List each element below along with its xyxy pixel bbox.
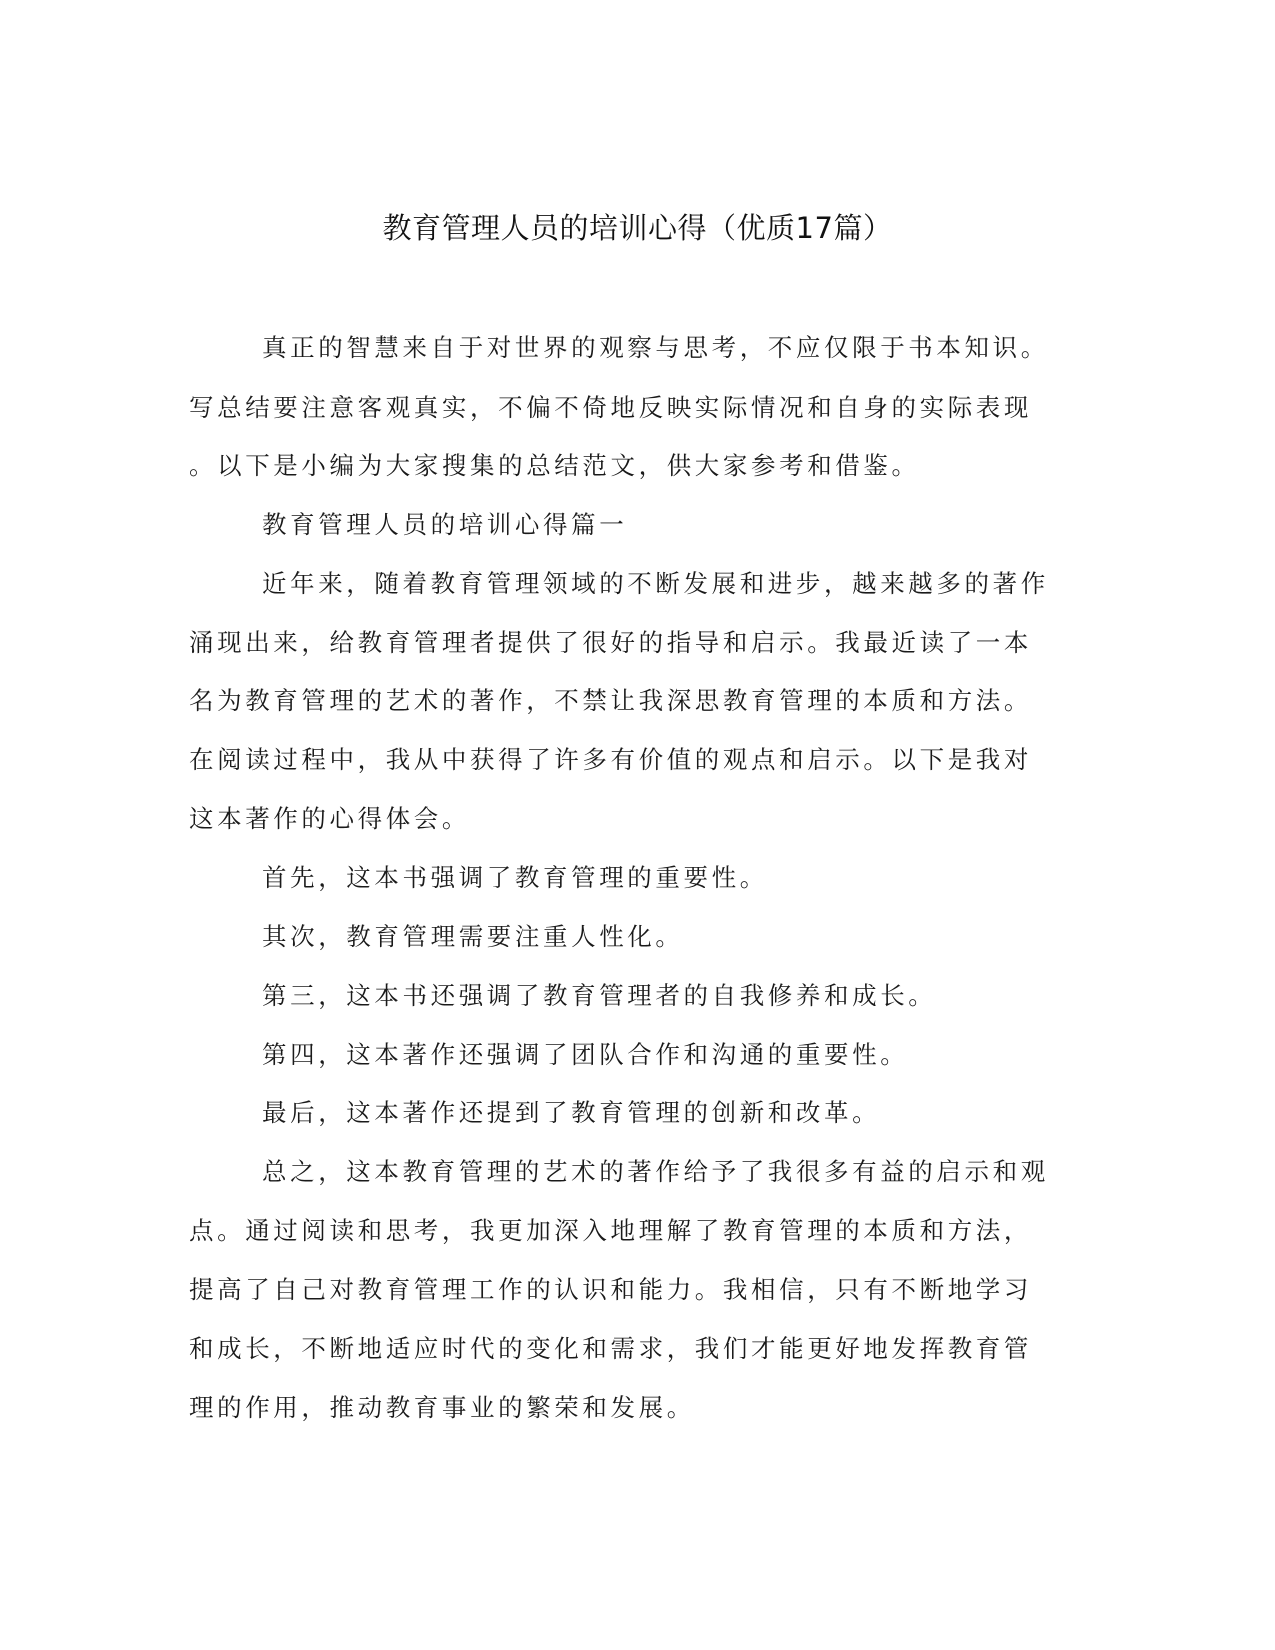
document-title: 教育管理人员的培训心得（优质17篇） xyxy=(382,211,893,245)
paragraph-line: 和成长，不断地适应时代的变化和需求，我们才能更好地发挥教育管 xyxy=(189,1334,1032,1363)
paragraph-line: 近年来，随着教育管理领域的不断发展和进步，越来越多的著作 xyxy=(262,569,1049,598)
paragraph-line: 名为教育管理的艺术的著作，不禁让我深思教育管理的本质和方法。 xyxy=(189,686,1032,715)
paragraph-line: 提高了自己对教育管理工作的认识和能力。我相信，只有不断地学习 xyxy=(189,1275,1032,1304)
intro-line-1: 真正的智慧来自于对世界的观察与思考，不应仅限于书本知识。 xyxy=(262,333,1049,362)
paragraph-line: 这本著作的心得体会。 xyxy=(189,804,470,833)
paragraph-line: 首先，这本书强调了教育管理的重要性。 xyxy=(262,863,768,892)
paragraph-line: 理的作用，推动教育事业的繁荣和发展。 xyxy=(189,1393,695,1422)
intro-line-2: 写总结要注意客观真实，不偏不倚地反映实际情况和自身的实际表现 xyxy=(189,393,1032,422)
paragraph-line: 点。通过阅读和思考，我更加深入地理解了教育管理的本质和方法， xyxy=(189,1216,1032,1245)
paragraph-line: 第三，这本书还强调了教育管理者的自我修养和成长。 xyxy=(262,981,937,1010)
paragraph-line: 第四，这本著作还强调了团队合作和沟通的重要性。 xyxy=(262,1040,909,1069)
paragraph-line: 其次，教育管理需要注重人性化。 xyxy=(262,922,684,951)
paragraph-line: 涌现出来，给教育管理者提供了很好的指导和启示。我最近读了一本 xyxy=(189,628,1032,657)
paragraph-line: 最后，这本著作还提到了教育管理的创新和改革。 xyxy=(262,1098,881,1127)
paragraph-line: 总之，这本教育管理的艺术的著作给予了我很多有益的启示和观 xyxy=(262,1157,1049,1186)
section-heading: 教育管理人员的培训心得篇一 xyxy=(262,510,628,539)
intro-line-3: 。以下是小编为大家搜集的总结范文，供大家参考和借鉴。 xyxy=(189,451,920,480)
paragraph-line: 在阅读过程中，我从中获得了许多有价值的观点和启示。以下是我对 xyxy=(189,745,1032,774)
